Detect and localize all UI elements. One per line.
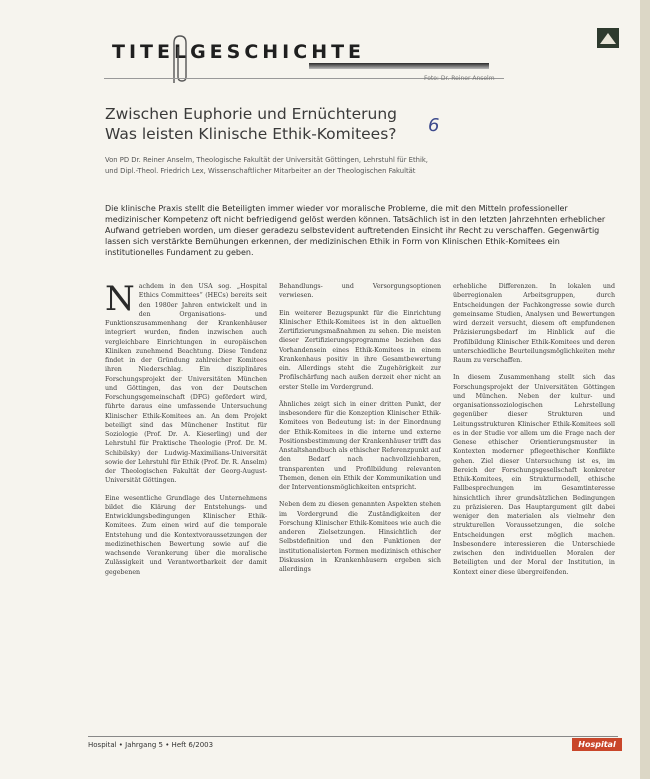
paragraph: Ähnliches zeigt sich in einer dritten Punkt, der insbesondere für die Konzeption Klinischer Ethik-Komitees von Bedeutung ist: in der Einordnung der Ethik-Komitees in die interne und externe Positionsbestimmung der Krankenhäuser trifft das Anstaltshandbuch als ethischer Referenzpunkt auf den Bedarf nach nachvollziehbaren, transparenten und Profilbildung relevanten Themen, denen ein Ethik der Kommunikation und der Interventionsmöglichkeiten entspricht. [279,400,441,491]
section-header [104,33,614,83]
corner-logo [597,28,619,48]
headline-line-1: Zwischen Euphorie und Ernüchterung [105,105,397,123]
footer-logo: Hospital [572,738,622,751]
page-edge [640,0,650,779]
header-rule [309,63,489,69]
body-column-2 [279,282,441,700]
lead-paragraph: Die klinische Praxis stellt die Beteiligten immer wieder vor moralische Probleme, die mit den Mitteln professioneller medizinischer Kompetenz oft nicht befriedigend gelöst werden können. Tatsächlich ist in den letzten Jahrzehnten erheblicher Aufwand getrieben worden, um dieser geradezu selbstevident auftretenden Einsicht ihr Recht zu verschaffen. Gegenwärtig lassen sich verstärkte Bemühungen erkennen, der medizinischen Ethik in Form von Klinischen Ethik-Komitees ein institutionelles Fundament zu geben. [105,204,606,257]
author-byline [105,155,605,177]
author-line-2: und Dipl.-Theol. Friedrich Lex, Wissenschaftlicher Mitarbeiter an der Theologischen Fakultät [105,167,416,175]
paragraph: In diesem Zusammenhang stellt sich das Forschungsprojekt der Universitäten Göttingen und München. Neben der kultur- und organisationssoziologischen Lehrstellung gegenüber dieser Strukturen und Leitungsstrukturen Klinischer Ethik-Komitees soll es in der Studie vor allem um die Frage nach der Genese ethischer Orientierungsmuster in Kontexten moderner pflegeethischer Konflikte gehen. Ziel dieser Untersuchung ist es, im Bereich der Forschungsgesellschaft konkreter Ethik-Komitees, ein Strukturmodell, ethische Fallbesprechungen im Gesamtinteresse hinsichtlich ihrer grundsätzlichen Bedingungen zu präzisieren. Das Hauptargument gilt dabei weniger den materialen als vielmehr den strukturellen Voraussetzungen, die solche Entscheidungen erst möglich machen. Insbesondere interessieren die Unterschiede zwischen den individuellen Moralen der Beteiligten und der Moral der Institution, in Kontext einer diese übergreifenden. [453,374,615,576]
drop-cap: N [105,282,135,319]
logo-icon [597,28,619,48]
paragraph: Behandlungs- und Versorgungsoptionen verwiesen. [279,283,441,300]
author-line-1: Von PD Dr. Reiner Anselm, Theologische Fakultät der Universität Göttingen, Lehrstuhl für Ethik, [105,156,428,164]
paragraph: erhebliche Differenzen. In lokalen und überregionalen Arbeitsgruppen, durch Entscheidungen der Fachkongresse sowie durch gemeinsame Studien, Analysen und Bewertungen wird derzeit versucht, diesem oft empfundenen Präzisierungsbedarf im Hinblick auf die Profilbildung Klinischer Ethik-Komitees und deren unterschiedliche Beurteilungsmöglichkeiten mehr Raum zu verschaffen. [453,283,615,364]
body-column-1 [105,282,267,700]
section-title: TITELGESCHICHTE [112,41,366,63]
paragraph: Neben dem zu diesen genannten Aspekten stehen im Vordergrund die Zuständigkeiten der Forschung Klinischer Ethik-Komitees wie auch die anderen Zielsetzungen. Hinsichtlich der Selbstdefinition und den Funktionen der institutionalisierten Formen medizinisch ethischer Diskussion in Krankenhäusern ergeben sich allerdings [279,501,441,573]
handwritten-mark: 6 [428,115,440,136]
photo-credit: Foto: Dr. Reiner Anselm [424,75,495,82]
body-column-3 [453,282,615,700]
paragraph: Ein weiterer Bezugspunkt für die Einrichtung Klinischer Ethik-Komitees ist in den aktuellen Zertifizierungsmaßnahmen zu sehen. Die meisten dieser Zertifizierungsprogramme beziehen das Vorhandensein eines Ethik-Komitees in einem Krankenhaus positiv in ihre Gesamtbewertung ein. Allerdings steht die Zugehörigkeit zur Profilschärfung nach außen derzeit eher nicht an erster Stelle im Vordergrund. [279,309,441,391]
footer-divider [88,736,618,737]
body-columns [105,282,615,700]
article-headline [105,104,545,144]
footer-text: Hospital • Jahrgang 5 • Heft 6/2003 [88,741,214,749]
paragraph: Nachdem in den USA sog. „Hospital Ethics Committees“ (HECs) bereits seit den 1980er Jahren entwickelt und in den Organisations- und Funktionszusammenhang der Krankenhäuser integriert wurden, finden inzwischen auch vergleichbare Einrichtungen in europäischen Kliniken zunehmend Beachtung. Diese Tendenz findet in der Gründung zahlreicher Komitees ihren Niederschlag. Ein disziplinäres Forschungsprojekt der Universitäten München und Göttingen, das von der Deutschen Forschungsgemeinschaft (DFG) gefördert wird, führte daraus eine umfassende Untersuchung Klinischer Ethik-Komitees an. An dem Projekt beteiligt sind das Münchener Institut für Soziologie (Prof. Dr. A. Kieserling) und der Lehrstuhl für Praktische Theologie (Prof. Dr. M. Schibilsky) der Ludwig-Maximilians-Universität sowie der Lehrstuhl für Ethik (Prof. Dr. R. Anselm) der Theologischen Fakultät der Georg-August-Universität Göttingen. [105,282,267,485]
headline-line-2: Was leisten Klinische Ethik-Komitees? [105,125,397,143]
paragraph: Eine wesentliche Grundlage des Unternehmens bildet die Klärung der Entstehungs- und Entwicklungsbedingungen Klinischer Ethik-Komitees. Zum einen wird auf die temporale Entstehung und die Kontextvoraussetzungen der medizinethischen Bewertung sowie auf die wachsende Verankerung über die moralische Zulässigkeit und Verantwortbarkeit der damit gegebenen [105,494,267,576]
